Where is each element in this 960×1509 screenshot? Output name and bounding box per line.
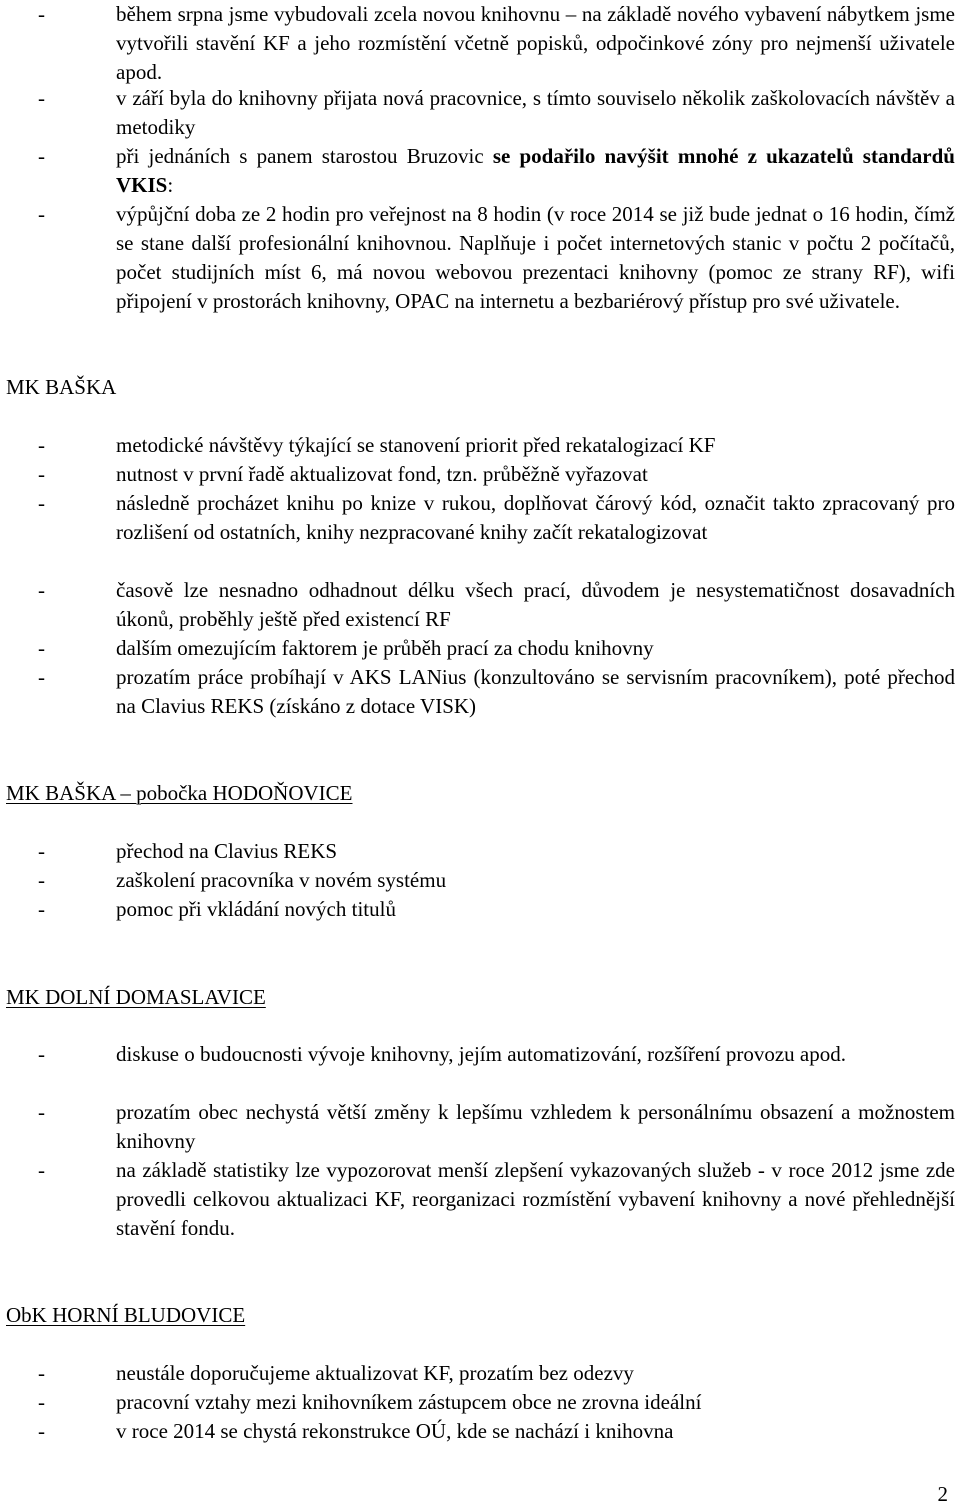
text-segment: :	[167, 173, 174, 197]
list-item-text: prozatím práce probíhají v AKS LANius (konzultováno se servisním pracovníkem), poté přechod na Clavius REKS (získáno z dotace VISK)	[116, 665, 955, 718]
list-bullet: -	[38, 491, 45, 515]
page-number: 2	[937, 1482, 948, 1506]
list-item-text: neustále doporučujeme aktualizovat KF, prozatím bez odezvy	[116, 1361, 634, 1385]
list-item-text: dalším omezujícím faktorem je průběh prací za chodu knihovny	[116, 636, 654, 660]
list-item-text: pracovní vztahy mezi knihovníkem zástupcem obce ne zrovna ideální	[116, 1390, 702, 1414]
list-bullet: -	[38, 1100, 45, 1124]
list-bullet: -	[38, 1042, 45, 1066]
list-bullet: -	[38, 578, 45, 602]
list-item-text: v roce 2014 se chystá rekonstrukce OÚ, kde se nachází i knihovna	[116, 1419, 674, 1443]
section-heading: ObK HORNÍ BLUDOVICE	[6, 1303, 246, 1327]
list-bullet: -	[38, 897, 45, 921]
list-bullet: -	[38, 839, 45, 863]
list-bullet: -	[38, 462, 45, 486]
section-heading: MK DOLNÍ DOMASLAVICE	[6, 985, 266, 1009]
list-item-text: časově lze nesnadno odhadnout délku všech prací, důvodem je nesystematičnost dosavadních úkonů, proběhly ještě před existencí RF	[116, 578, 955, 631]
list-bullet: -	[38, 86, 45, 110]
list-item-text: zaškolení pracovníka v novém systému	[116, 868, 447, 892]
list-item-text: následně procházet knihu po knize v rukou, doplňovat čárový kód, označit takto zpracovaný pro rozlišení od ostatních, knihy nezpracované knihy začít rekatalogizovat	[116, 491, 955, 544]
list-bullet: -	[38, 2, 45, 26]
text-segment: při jednáních s panem starostou Bruzovic	[116, 144, 493, 168]
list-bullet: -	[38, 665, 45, 689]
list-item-text: přechod na Clavius REKS	[116, 839, 338, 863]
list-item-text: diskuse o budoucnosti vývoje knihovny, jejím automatizování, rozšíření provozu apod.	[116, 1042, 847, 1066]
list-bullet: -	[38, 433, 45, 457]
list-bullet: -	[38, 202, 45, 226]
list-item-text: metodické návštěvy týkající se stanovení priorit před rekatalogizací KF	[116, 433, 716, 457]
list-item-text: pomoc při vkládání nových titulů	[116, 897, 396, 921]
section-heading: MK BAŠKA – pobočka HODOŇOVICE	[6, 781, 353, 805]
list-bullet: -	[38, 1158, 45, 1182]
list-bullet: -	[38, 1361, 45, 1385]
list-item-text: prozatím obec nechystá větší změny k lepšímu vzhledem k personálnímu obsazení a možnostem knihovny	[116, 1100, 955, 1153]
list-item-text: v září byla do knihovny přijata nová pracovnice, s tímto souviselo několik zaškolovacích návštěv a metodiky	[116, 86, 955, 139]
list-item-text: během srpna jsme vybudovali zcela novou knihovnu – na základě nového vybavení nábytkem jsme vytvořili stavění KF a jeho rozmístění včetně popisků, odpočinkové zóny pro nejmenší uživatele apod.	[116, 2, 955, 84]
list-item-text: výpůjční doba ze 2 hodin pro veřejnost na 8 hodin (v roce 2014 se již bude jednat o 16 hodin, čímž se stane další profesionální knihovnou. Naplňuje i počet internetových stanic v počtu 2 počítačů, počet studijních míst 6, má novou webovou prezentaci knihovny (pomoc ze strany RF), wifi připojení v prostorách knihovny, OPAC na internetu a bezbariérový přístup pro své uživatele.	[116, 202, 955, 313]
list-item-text	[116, 142, 955, 200]
bold-emphasis: se podařilo navýšit mnohé z ukazatelů standardů VKIS	[116, 144, 955, 197]
list-bullet: -	[38, 144, 45, 168]
list-bullet: -	[38, 1419, 45, 1443]
list-bullet: -	[38, 1390, 45, 1414]
list-bullet: -	[38, 868, 45, 892]
section-heading: MK BAŠKA	[6, 375, 117, 399]
list-bullet: -	[38, 636, 45, 660]
list-item-text: na základě statistiky lze vypozorovat menší zlepšení vykazovaných služeb - v roce 2012 jsme zde provedli celkovou aktualizaci KF, reorganizaci rozmístění vybavení knihovny a nové přehlednější stavění fondu.	[116, 1158, 955, 1240]
list-item-text: nutnost v první řadě aktualizovat fond, tzn. průběžně vyřazovat	[116, 462, 648, 486]
